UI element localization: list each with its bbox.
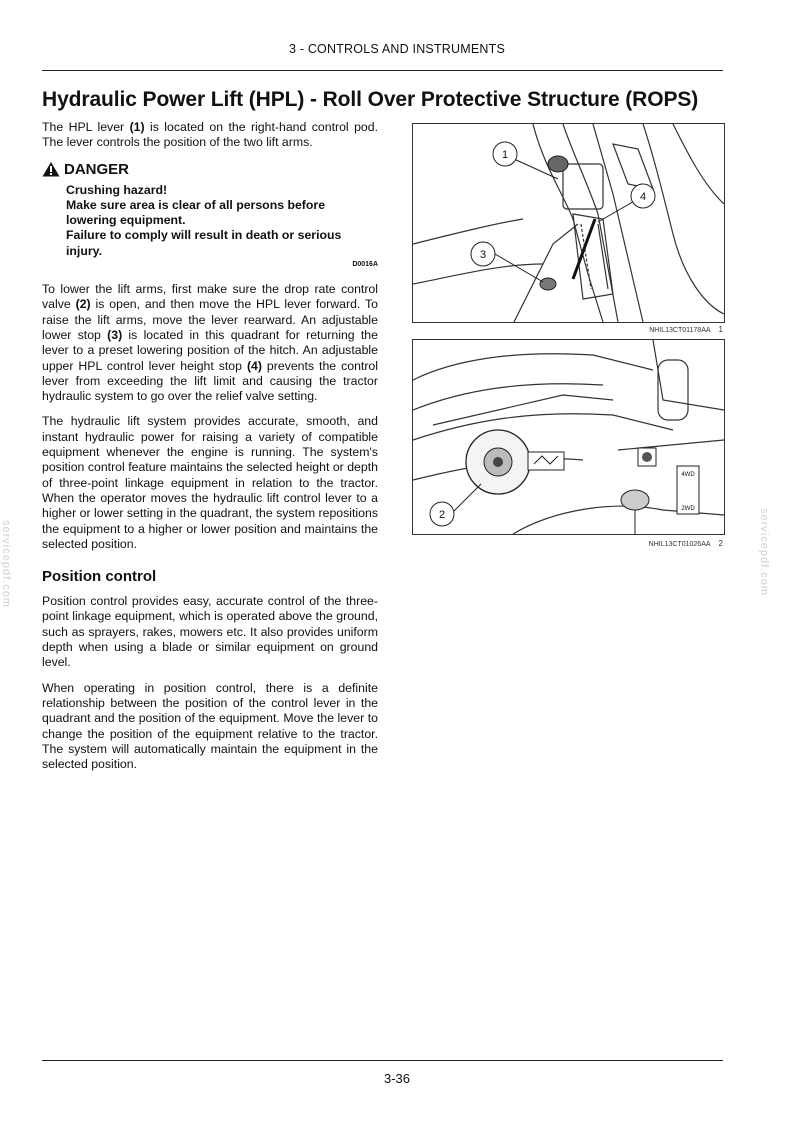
danger-body (42, 183, 378, 259)
position-control-paragraph-1: Position control provides easy, accurate control of the three-point linkage equipment, which is operated above the ground, such as sprayers, rakes, mowers etc. It also provides uniform depth when using a blade or similar equipment on ground level. (42, 594, 378, 670)
figure-hpl-lever (412, 123, 725, 323)
system-paragraph: The hydraulic lift system provides accurate, smooth, and instant hydraulic power for raising a variety of compatible equipment whenever the engine is running. The system's position control feature maintains the selected height or depth of three-point linkage equipment in relation to the tractor. When the operator moves the hydraulic lift control lever to a higher or lower setting in the quadrant, the system repositions the equipment to a higher or lower position and maintains the selected position. (42, 414, 378, 551)
running-header: 3 - CONTROLS AND INSTRUMENTS (288, 42, 506, 56)
page-title: Hydraulic Power Lift (HPL) - Roll Over Protective Structure (ROPS) (42, 88, 699, 111)
drive-label-top: 4WD (681, 472, 695, 478)
figure-1-caption (412, 325, 723, 334)
danger-notice (42, 161, 378, 268)
figure-2-number: 2 (718, 539, 723, 548)
hpl-lever-illustration (413, 124, 724, 322)
lowering-paragraph: To lower the lift arms, first make sure the drop rate control valve (2) is open, and then move the HPL lever forward. To raise the lift arms, move the lever rearward. An adjustable lower stop (3) is located in this quadrant for returning the lever to a preset lowering position of the hitch. An adjustable upper HPL control lever height stop (4) prevents the control lever from exceeding the lift limit and causing the tractor hydraulic system to go over the relief valve setting. (42, 282, 378, 404)
position-control-paragraph-2: When operating in position control, there is a definite relationship between the position of the control lever in the quadrant and the position of the equipment. Move the lever to change the position of the equipment relative to the tractor. The system will automatically maintain the equipment in the selected position. (42, 680, 378, 772)
drive-label-bottom: 2WD (681, 506, 695, 512)
text-column (42, 120, 378, 782)
footer-rule (42, 1060, 723, 1061)
header-rule (42, 70, 723, 71)
intro-paragraph: The HPL lever (1) is located on the right-hand control pod. The lever controls the position of the two lift arms. (42, 120, 379, 150)
danger-heading (42, 161, 378, 178)
danger-code: D0016A (352, 261, 378, 269)
figure-1-code: NHIL13CT01178AA (649, 327, 711, 334)
position-control-heading: Position control (42, 568, 157, 586)
drop-rate-valve-illustration (413, 340, 724, 534)
danger-line: Failure to comply will result in death or serious injury. (66, 228, 342, 258)
danger-label: DANGER (64, 160, 130, 178)
callout-4: 4 (639, 191, 647, 203)
figure-drop-rate-valve (412, 339, 725, 535)
watermark-right: servicepdf.com (758, 508, 770, 596)
callout-2: 2 (438, 509, 446, 521)
callout-1: 1 (501, 149, 509, 161)
watermark-left: servicepdf.com (0, 520, 12, 608)
figure-2-caption (412, 539, 723, 548)
danger-line: Make sure area is clear of all persons before lowering equipment. (66, 197, 326, 228)
warning-triangle-icon (42, 161, 60, 177)
figure-2-code: NHIL13CT01026AA (648, 541, 711, 548)
page-number: 3-36 (383, 1071, 411, 1086)
callout-3: 3 (479, 249, 487, 261)
figure-1-number: 1 (718, 325, 723, 334)
danger-line: Crushing hazard! (66, 182, 168, 197)
